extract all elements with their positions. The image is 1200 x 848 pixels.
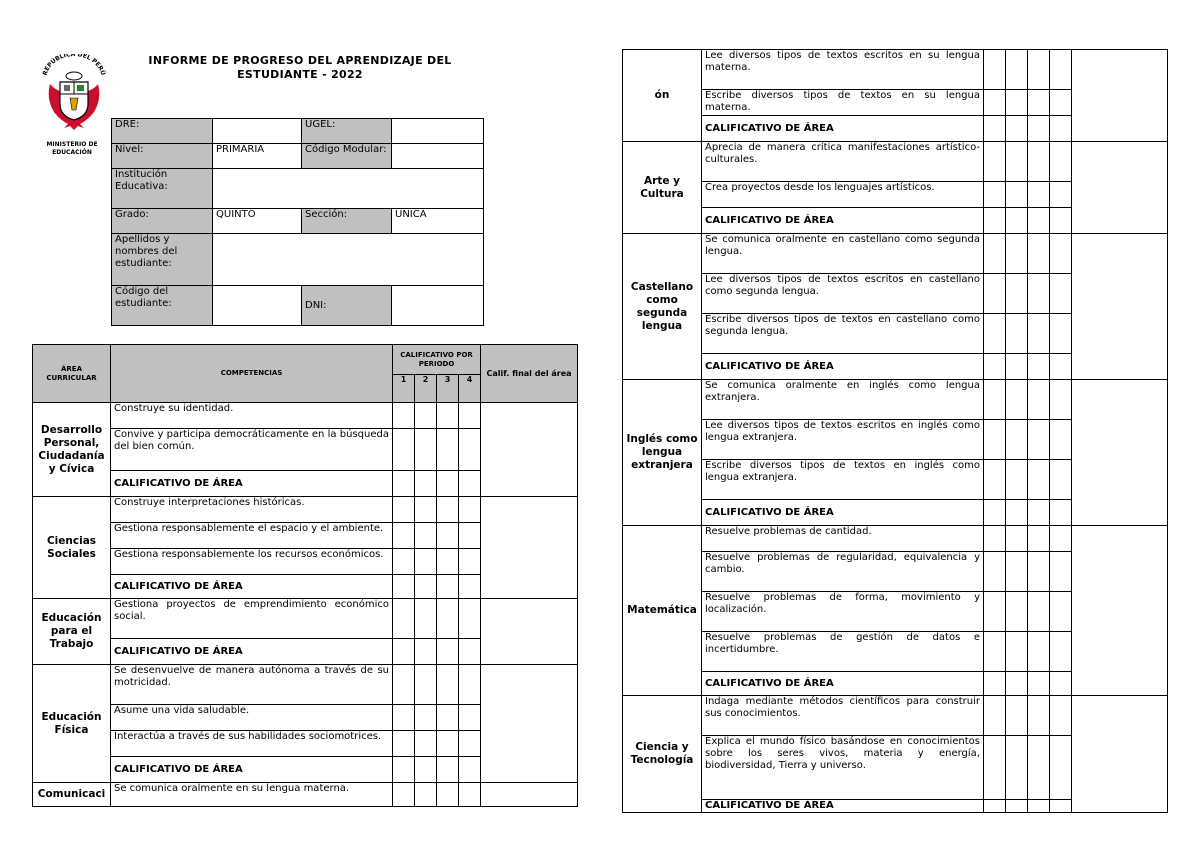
competency-text: Interactúa a través de sus habilidades sociomotrices.	[111, 731, 393, 757]
grade-cell-period-3[interactable]	[1028, 460, 1050, 500]
area-name: Arte y Cultura	[623, 142, 702, 234]
grade-cell-period-3[interactable]	[1028, 90, 1050, 116]
competency-text: Gestiona proyectos de emprendimiento económico social.	[111, 599, 393, 639]
grade-cell-period-2[interactable]	[415, 497, 437, 523]
area-name: Matemática	[623, 526, 702, 696]
calificativo-area-label: CALIFICATIVO DE ÁREA	[702, 800, 984, 813]
grade-cell-period-1[interactable]	[984, 800, 1006, 813]
grade-cell-period-2[interactable]	[415, 471, 437, 497]
competency-row	[623, 696, 1168, 736]
institucion-value[interactable]	[213, 169, 484, 209]
grade-cell-period-1[interactable]	[984, 116, 1006, 142]
grade-cell-period-1[interactable]	[984, 90, 1006, 116]
grade-cell-period-1[interactable]	[984, 632, 1006, 672]
competency-text: Gestiona responsablemente los recursos económicos.	[111, 549, 393, 575]
grade-cell-period-2[interactable]	[1006, 696, 1028, 736]
grade-cell-period-3[interactable]	[1028, 116, 1050, 142]
competency-text: Construye su identidad.	[111, 403, 393, 429]
grade-cell-period-4[interactable]	[459, 549, 481, 575]
grade-cell-period-1[interactable]	[984, 354, 1006, 380]
grado-value[interactable]: QUINTO	[213, 209, 302, 234]
grade-cell-period-4[interactable]	[1050, 500, 1072, 526]
grade-cell-period-2[interactable]	[415, 757, 437, 783]
grade-cell-period-3[interactable]	[1028, 592, 1050, 632]
area-name: Ciencia y Tecnología	[623, 696, 702, 813]
apellidos-label: Apellidos y nombres del estudiante:	[112, 234, 213, 286]
grade-cell-period-3[interactable]	[1028, 142, 1050, 182]
grade-cell-period-1[interactable]	[393, 665, 415, 705]
grade-cell-period-2[interactable]	[1006, 592, 1028, 632]
codigo-modular-label: Código Modular:	[302, 144, 392, 169]
student-info-table	[111, 118, 484, 326]
grade-cell-period-1[interactable]	[984, 274, 1006, 314]
calificativo-area-label: CALIFICATIVO DE ÁREA	[702, 116, 984, 142]
grade-cell-period-4[interactable]	[1050, 672, 1072, 696]
area-name: Comunicaci	[33, 783, 111, 807]
grade-cell-period-2[interactable]	[1006, 420, 1028, 460]
competency-row	[33, 403, 578, 429]
grade-cell-period-1[interactable]	[393, 471, 415, 497]
grade-cell-period-2[interactable]	[415, 665, 437, 705]
final-grade-cell[interactable]	[1072, 380, 1168, 526]
grade-cell-period-1[interactable]	[393, 497, 415, 523]
grade-cell-period-1[interactable]	[393, 783, 415, 807]
dni-label: DNI:	[302, 286, 392, 326]
dre-value[interactable]	[213, 119, 302, 144]
grade-cell-period-3[interactable]	[437, 665, 459, 705]
grade-cell-period-2[interactable]	[1006, 50, 1028, 90]
grade-cell-period-2[interactable]	[1006, 234, 1028, 274]
grade-cell-period-3[interactable]	[437, 497, 459, 523]
dni-value[interactable]	[392, 286, 484, 326]
calificativo-area-label: CALIFICATIVO DE ÁREA	[702, 208, 984, 234]
grade-cell-period-4[interactable]	[1050, 274, 1072, 314]
competency-text: Crea proyectos desde los lenguajes artísticos.	[702, 182, 984, 208]
grade-cell-period-4[interactable]	[1050, 208, 1072, 234]
grade-cell-period-4[interactable]	[1050, 314, 1072, 354]
competency-text: Lee diversos tipos de textos escritos en inglés como lengua extranjera.	[702, 420, 984, 460]
calificativo-area-label: CALIFICATIVO DE ÁREA	[111, 471, 393, 497]
grade-cell-period-3[interactable]	[1028, 526, 1050, 552]
grade-cell-period-3[interactable]	[1028, 696, 1050, 736]
calificativo-header: CALIFICATIVO POR PERIODO	[393, 345, 481, 375]
grade-cell-period-4[interactable]	[1050, 526, 1072, 552]
grade-cell-period-3[interactable]	[1028, 420, 1050, 460]
grade-cell-period-3[interactable]	[437, 757, 459, 783]
grade-cell-period-3[interactable]	[437, 599, 459, 639]
grade-cell-period-3[interactable]	[437, 575, 459, 599]
grade-cell-period-3[interactable]	[1028, 380, 1050, 420]
grade-cell-period-1[interactable]	[984, 208, 1006, 234]
grade-cell-period-1[interactable]	[984, 460, 1006, 500]
grade-cell-period-4[interactable]	[1050, 182, 1072, 208]
grade-cell-period-2[interactable]	[415, 523, 437, 549]
grade-cell-period-3[interactable]	[1028, 552, 1050, 592]
grade-cell-period-4[interactable]	[459, 783, 481, 807]
final-grade-cell[interactable]	[1072, 142, 1168, 234]
grade-cell-period-3[interactable]	[437, 429, 459, 471]
grade-cell-period-1[interactable]	[393, 575, 415, 599]
ugel-value[interactable]	[392, 119, 484, 144]
competency-text: Construye interpretaciones históricas.	[111, 497, 393, 523]
competency-text: Escribe diversos tipos de textos en castellano como segunda lengua.	[702, 314, 984, 354]
final-grade-cell[interactable]	[481, 665, 578, 783]
grade-cell-period-2[interactable]	[415, 549, 437, 575]
grade-cell-period-2[interactable]	[415, 639, 437, 665]
grade-cell-period-4[interactable]	[459, 705, 481, 731]
grade-cell-period-2[interactable]	[1006, 526, 1028, 552]
grade-cell-period-1[interactable]	[984, 672, 1006, 696]
competency-text: Lee diversos tipos de textos escritos en castellano como segunda lengua.	[702, 274, 984, 314]
grade-cell-period-1[interactable]	[984, 526, 1006, 552]
grade-cell-period-3[interactable]	[437, 471, 459, 497]
final-header: Calif. final del área	[481, 345, 578, 403]
grade-cell-period-2[interactable]	[1006, 354, 1028, 380]
period-1-header: 1	[393, 375, 415, 403]
grade-cell-period-4[interactable]	[1050, 116, 1072, 142]
competency-row	[33, 783, 578, 807]
area-name: ón	[623, 50, 702, 142]
grade-cell-period-1[interactable]	[984, 50, 1006, 90]
competencias-header: COMPETENCIAS	[111, 345, 393, 403]
grade-cell-period-3[interactable]	[437, 639, 459, 665]
grade-cell-period-4[interactable]	[1050, 552, 1072, 592]
grade-cell-period-2[interactable]	[415, 429, 437, 471]
area-name: Educación Física	[33, 665, 111, 783]
grade-cell-period-1[interactable]	[984, 736, 1006, 800]
grade-cell-period-1[interactable]	[984, 142, 1006, 182]
grade-cell-period-3[interactable]	[1028, 274, 1050, 314]
competency-row	[623, 234, 1168, 274]
grade-cell-period-4[interactable]	[1050, 142, 1072, 182]
grade-cell-period-2[interactable]	[1006, 500, 1028, 526]
page-title: INFORME DE PROGRESO DEL APRENDIZAJE DEL ESTUDIANTE - 2022	[148, 54, 452, 81]
competency-text: Explica el mundo físico basándose en conocimientos sobre los seres vivos, materia y energía, biodiversidad, Tierra y universo.	[702, 736, 984, 800]
competency-text: Escribe diversos tipos de textos en su lengua materna.	[702, 90, 984, 116]
grade-cell-period-3[interactable]	[1028, 208, 1050, 234]
ugel-label: UGEL:	[302, 119, 392, 144]
grado-label: Grado:	[112, 209, 213, 234]
final-grade-cell[interactable]	[481, 599, 578, 665]
grade-cell-period-2[interactable]	[1006, 142, 1028, 182]
grade-cell-period-1[interactable]	[984, 182, 1006, 208]
grade-cell-period-1[interactable]	[984, 500, 1006, 526]
calificativo-area-label: CALIFICATIVO DE ÁREA	[702, 354, 984, 380]
seccion-label: Sección:	[302, 209, 392, 234]
grades-table-left	[32, 344, 578, 807]
grade-cell-period-4[interactable]	[1050, 50, 1072, 90]
grade-cell-period-1[interactable]	[393, 731, 415, 757]
dre-label: DRE:	[112, 119, 213, 144]
codigo-modular-value[interactable]	[392, 144, 484, 169]
grade-cell-period-4[interactable]	[459, 575, 481, 599]
grade-cell-period-3[interactable]	[1028, 354, 1050, 380]
grade-cell-period-3[interactable]	[437, 549, 459, 575]
grade-cell-period-4[interactable]	[459, 523, 481, 549]
calificativo-area-label: CALIFICATIVO DE ÁREA	[111, 575, 393, 599]
grade-cell-period-4[interactable]	[1050, 380, 1072, 420]
grade-cell-period-2[interactable]	[1006, 672, 1028, 696]
grade-cell-period-1[interactable]	[393, 705, 415, 731]
grade-cell-period-2[interactable]	[1006, 274, 1028, 314]
grade-cell-period-1[interactable]	[393, 639, 415, 665]
grade-cell-period-3[interactable]	[1028, 736, 1050, 800]
competency-text: Se comunica oralmente en su lengua materna.	[111, 783, 393, 807]
calificativo-area-label: CALIFICATIVO DE ÁREA	[702, 500, 984, 526]
grade-cell-period-3[interactable]	[437, 403, 459, 429]
seccion-value[interactable]: ÚNICA	[392, 209, 484, 234]
grade-cell-period-4[interactable]	[459, 757, 481, 783]
grade-cell-period-1[interactable]	[393, 523, 415, 549]
grade-cell-period-2[interactable]	[1006, 736, 1028, 800]
grade-cell-period-4[interactable]	[459, 497, 481, 523]
final-grade-cell[interactable]	[1072, 234, 1168, 380]
competency-text: Asume una vida saludable.	[111, 705, 393, 731]
period-3-header: 3	[437, 375, 459, 403]
grade-cell-period-4[interactable]	[459, 639, 481, 665]
competency-row	[623, 50, 1168, 90]
coat-of-arms-logo	[38, 54, 110, 130]
grade-cell-period-4[interactable]	[1050, 736, 1072, 800]
competency-text: Resuelve problemas de cantidad.	[702, 526, 984, 552]
grade-cell-period-3[interactable]	[437, 731, 459, 757]
competency-row	[33, 599, 578, 639]
grade-cell-period-2[interactable]	[1006, 208, 1028, 234]
competency-row	[33, 665, 578, 705]
grade-cell-period-1[interactable]	[984, 234, 1006, 274]
codigo-estudiante-value[interactable]	[213, 286, 302, 326]
grade-cell-period-2[interactable]	[1006, 380, 1028, 420]
grade-cell-period-2[interactable]	[415, 403, 437, 429]
grade-cell-period-4[interactable]	[459, 471, 481, 497]
grades-table-right	[622, 49, 1168, 813]
grade-cell-period-2[interactable]	[415, 731, 437, 757]
competency-text: Resuelve problemas de gestión de datos e incertidumbre.	[702, 632, 984, 672]
grade-cell-period-2[interactable]	[415, 599, 437, 639]
competency-text: Lee diversos tipos de textos escritos en su lengua materna.	[702, 50, 984, 90]
grade-cell-period-2[interactable]	[415, 783, 437, 807]
grade-cell-period-1[interactable]	[393, 757, 415, 783]
grade-cell-period-4[interactable]	[1050, 234, 1072, 274]
area-name: Castellano como segunda lengua	[623, 234, 702, 380]
grade-cell-period-3[interactable]	[1028, 500, 1050, 526]
institucion-label: Institución Educativa:	[112, 169, 213, 209]
grade-cell-period-1[interactable]	[393, 403, 415, 429]
seal-text: REPÚBLICA DEL PERÚ	[41, 54, 107, 77]
grade-cell-period-3[interactable]	[1028, 672, 1050, 696]
grade-cell-period-2[interactable]	[1006, 552, 1028, 592]
grade-cell-period-2[interactable]	[1006, 460, 1028, 500]
competency-text: Convive y participa democráticamente en la búsqueda del bien común.	[111, 429, 393, 471]
grade-cell-period-2[interactable]	[1006, 90, 1028, 116]
grade-cell-period-4[interactable]	[1050, 354, 1072, 380]
grade-cell-period-2[interactable]	[1006, 314, 1028, 354]
grade-cell-period-1[interactable]	[393, 599, 415, 639]
competency-row	[33, 497, 578, 523]
competency-text: Resuelve problemas de regularidad, equivalencia y cambio.	[702, 552, 984, 592]
competency-text: Gestiona responsablemente el espacio y el ambiente.	[111, 523, 393, 549]
grade-cell-period-1[interactable]	[984, 552, 1006, 592]
grade-cell-period-2[interactable]	[415, 575, 437, 599]
grade-cell-period-2[interactable]	[415, 705, 437, 731]
nivel-value[interactable]: PRIMARIA	[213, 144, 302, 169]
grade-cell-period-4[interactable]	[1050, 420, 1072, 460]
area-name: Ciencias Sociales	[33, 497, 111, 599]
grade-cell-period-1[interactable]	[984, 380, 1006, 420]
grade-cell-period-3[interactable]	[437, 783, 459, 807]
nivel-label: Nivel:	[112, 144, 213, 169]
grade-cell-period-4[interactable]	[459, 599, 481, 639]
period-4-header: 4	[459, 375, 481, 403]
competency-row	[623, 526, 1168, 552]
grade-cell-period-1[interactable]	[984, 696, 1006, 736]
final-grade-cell[interactable]	[481, 497, 578, 599]
final-grade-cell[interactable]	[1072, 696, 1168, 813]
grade-cell-period-1[interactable]	[984, 314, 1006, 354]
grade-cell-period-1[interactable]	[984, 592, 1006, 632]
grade-cell-period-4[interactable]	[1050, 632, 1072, 672]
grade-cell-period-3[interactable]	[437, 705, 459, 731]
area-name: Educación para el Trabajo	[33, 599, 111, 665]
competency-row	[623, 142, 1168, 182]
grade-cell-period-4[interactable]	[1050, 800, 1072, 813]
competency-text: Aprecia de manera crítica manifestaciones artístico-culturales.	[702, 142, 984, 182]
competency-text: Escribe diversos tipos de textos en inglés como lengua extranjera.	[702, 460, 984, 500]
calificativo-area-label: CALIFICATIVO DE ÁREA	[702, 672, 984, 696]
apellidos-value[interactable]	[213, 234, 484, 286]
grade-cell-period-4[interactable]	[1050, 592, 1072, 632]
competency-text: Resuelve problemas de forma, movimiento y localización.	[702, 592, 984, 632]
competency-text: Se comunica oralmente en castellano como segunda lengua.	[702, 234, 984, 274]
grade-cell-period-4[interactable]	[459, 403, 481, 429]
final-grade-cell[interactable]	[1072, 50, 1168, 142]
grade-cell-period-4[interactable]	[459, 665, 481, 705]
final-grade-cell[interactable]	[481, 403, 578, 497]
grade-cell-period-2[interactable]	[1006, 800, 1028, 813]
grade-cell-period-2[interactable]	[1006, 116, 1028, 142]
grade-cell-period-4[interactable]	[459, 731, 481, 757]
final-grade-cell[interactable]	[1072, 526, 1168, 696]
competency-row	[623, 380, 1168, 420]
calificativo-area-label: CALIFICATIVO DE ÁREA	[111, 639, 393, 665]
grade-cell-period-4[interactable]	[459, 429, 481, 471]
area-name: Desarrollo Personal, Ciudadanía y Cívica	[33, 403, 111, 497]
grade-cell-period-1[interactable]	[984, 420, 1006, 460]
calificativo-area-label: CALIFICATIVO DE ÁREA	[111, 757, 393, 783]
grade-cell-period-3[interactable]	[1028, 234, 1050, 274]
grade-cell-period-2[interactable]	[1006, 182, 1028, 208]
competency-text: Indaga mediante métodos científicos para construir sus conocimientos.	[702, 696, 984, 736]
area-header: ÁREA CURRICULAR	[33, 345, 111, 403]
area-name: Inglés como lengua extranjera	[623, 380, 702, 526]
grade-cell-period-4[interactable]	[1050, 90, 1072, 116]
grade-cell-period-1[interactable]	[393, 549, 415, 575]
grade-cell-period-4[interactable]	[1050, 696, 1072, 736]
grade-cell-period-3[interactable]	[1028, 800, 1050, 813]
grade-cell-period-3[interactable]	[1028, 50, 1050, 90]
grade-cell-period-4[interactable]	[1050, 460, 1072, 500]
competency-text: Se desenvuelve de manera autónoma a través de su motricidad.	[111, 665, 393, 705]
grade-cell-period-1[interactable]	[393, 429, 415, 471]
grade-cell-period-3[interactable]	[1028, 632, 1050, 672]
grade-cell-period-3[interactable]	[1028, 182, 1050, 208]
final-grade-cell[interactable]	[481, 783, 578, 807]
grade-cell-period-3[interactable]	[1028, 314, 1050, 354]
ministry-label: MINISTERIO DE EDUCACIÓN	[46, 141, 98, 156]
grade-cell-period-3[interactable]	[437, 523, 459, 549]
codigo-estudiante-label: Código del estudiante:	[112, 286, 213, 326]
competency-text: Se comunica oralmente en inglés como lengua extranjera.	[702, 380, 984, 420]
period-2-header: 2	[415, 375, 437, 403]
grade-cell-period-2[interactable]	[1006, 632, 1028, 672]
